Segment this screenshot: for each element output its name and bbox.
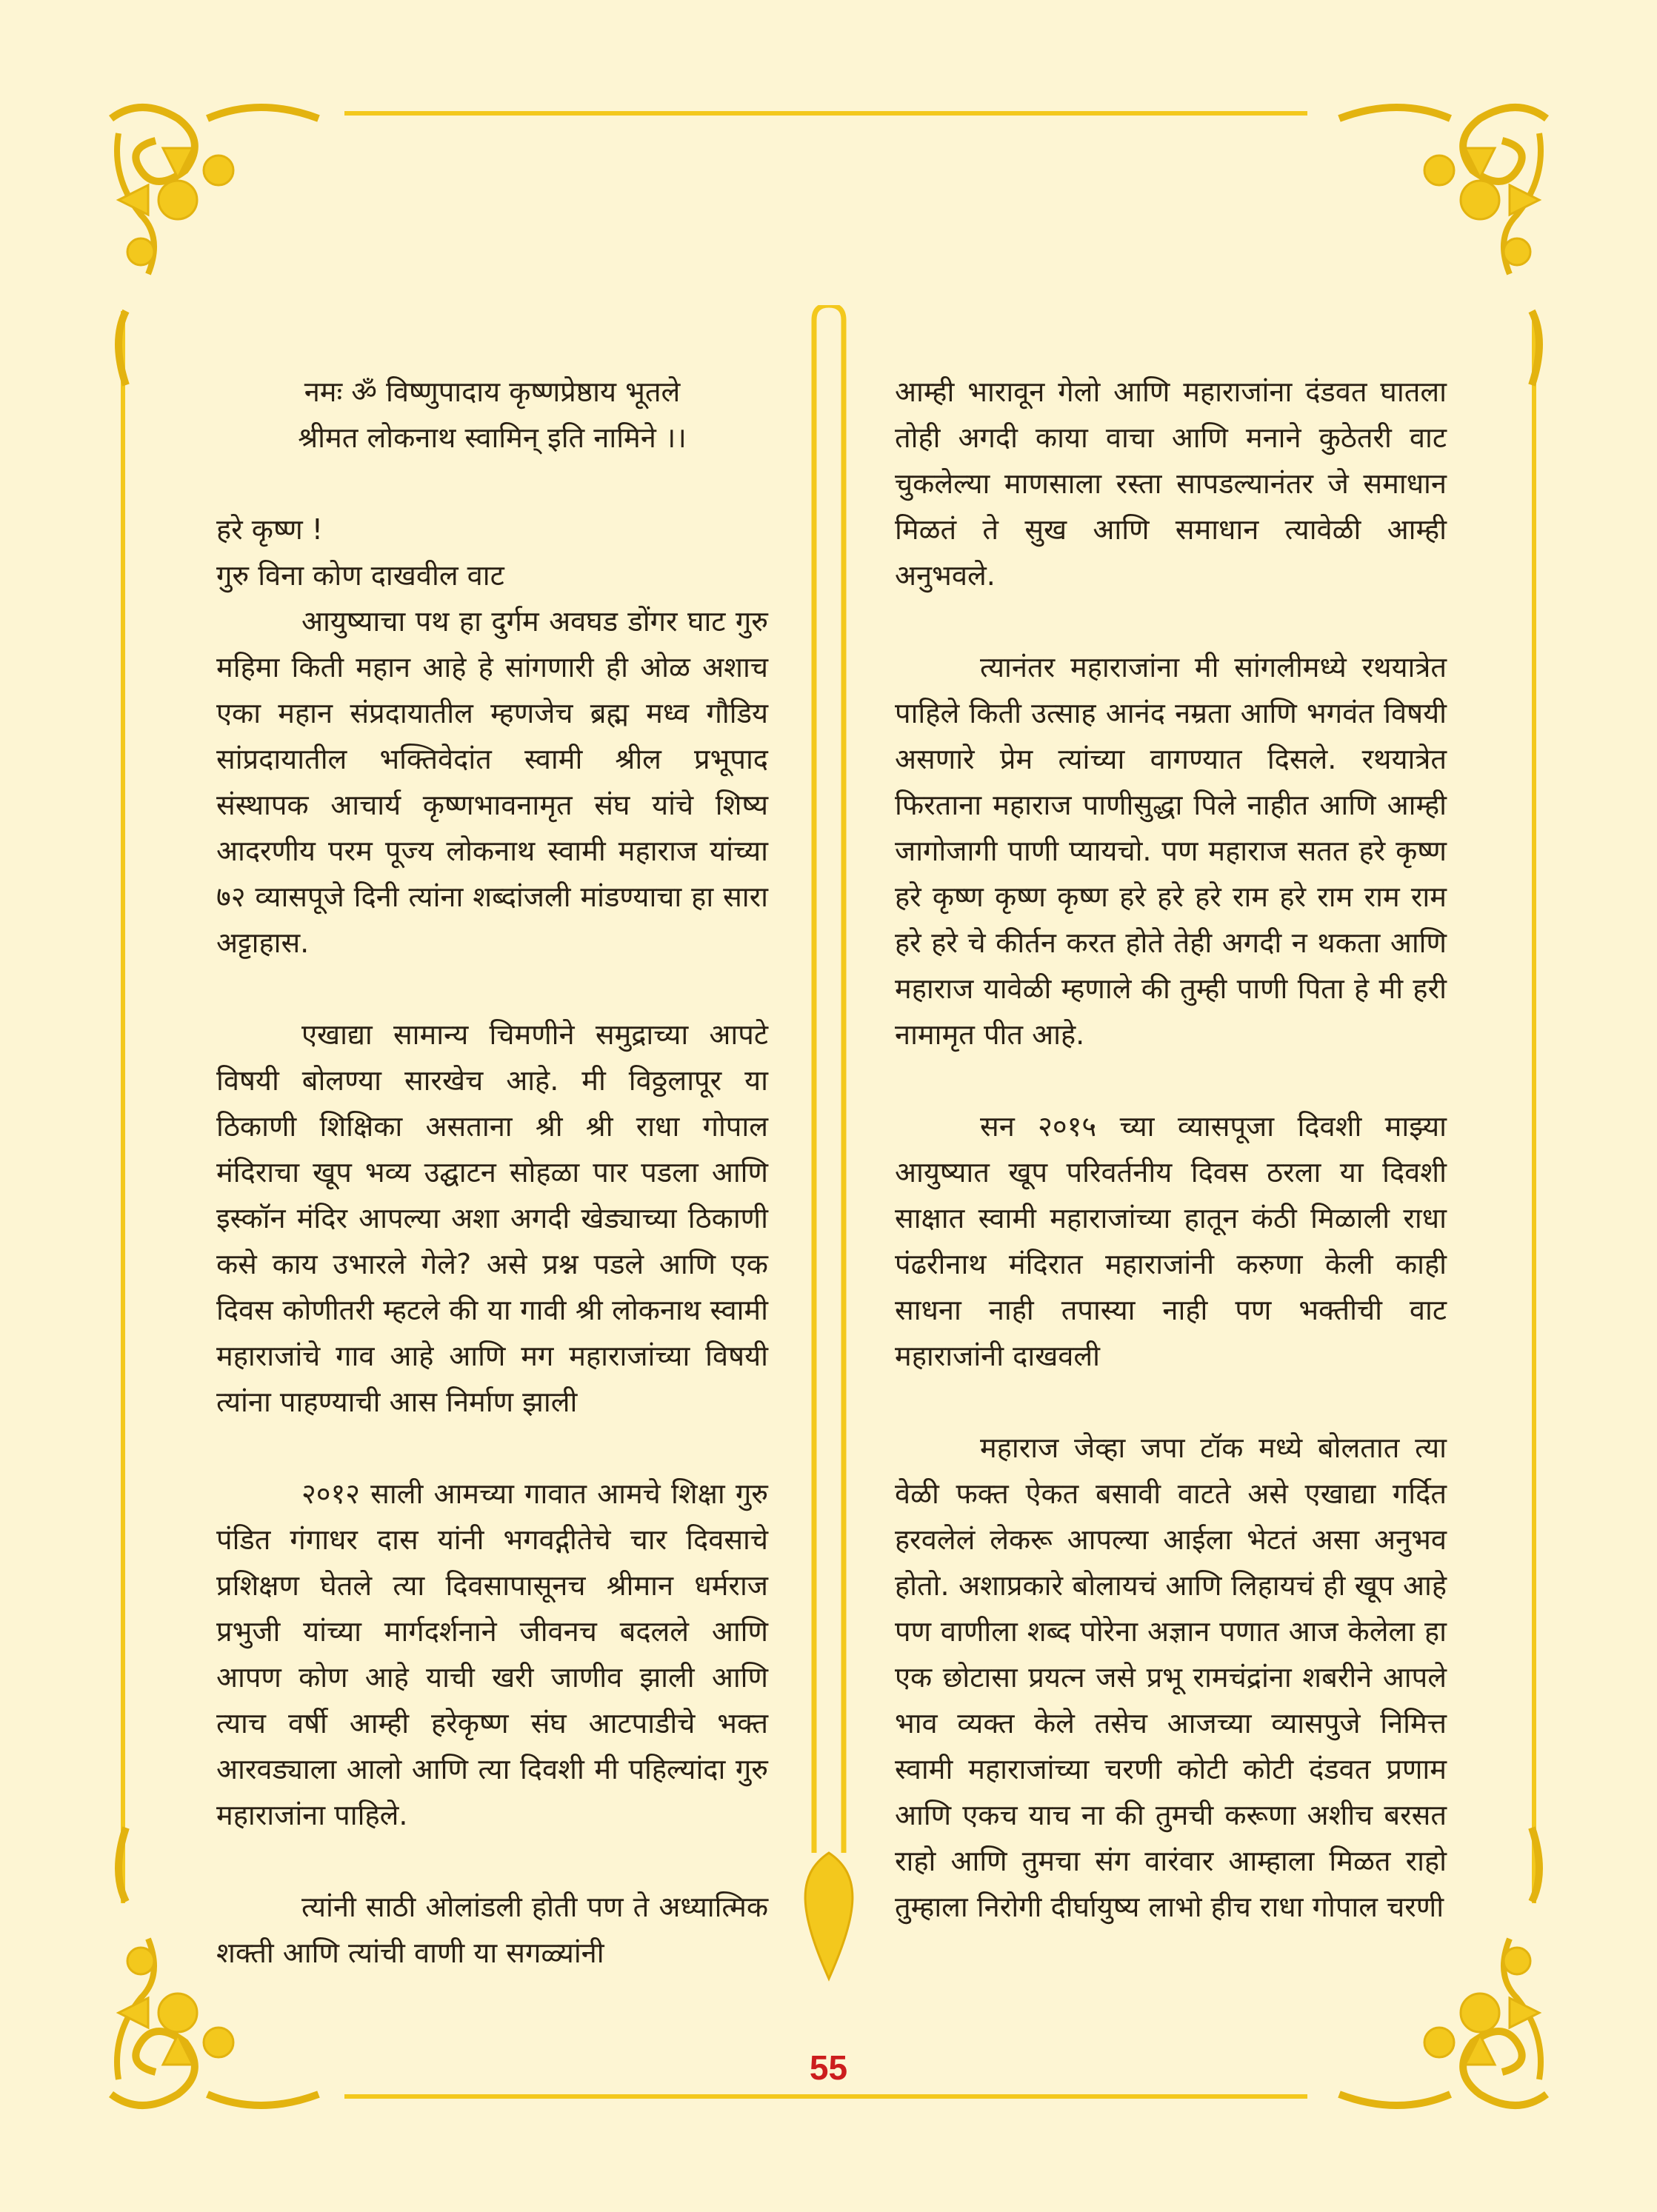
sloka-line-2: श्रीमत लोकनाथ स्वामिन् इति नामिने ।। [298, 421, 687, 454]
subtitle: गुरु विना कोण दाखवील वाट [216, 559, 504, 592]
corner-ornament-top-left [96, 89, 363, 400]
page-number: 55 [809, 2048, 848, 2087]
paragraph-right-1: आम्ही भारावून गेलो आणि महाराजांना दंडवत घातला तोही अगदी काया वाचा आणि मनाने कुठेतरी वाट चुकलेल्या माणसाला रस्ता सापडल्यानंतर जे समाधान मिळतं ते सुख आणि समाधान त्यावेळी आम्ही अनुभवले. [895, 375, 1447, 592]
sanskrit-sloka [216, 369, 768, 461]
frame-top-line [344, 111, 1307, 116]
paragraph-left-4: त्यांनी साठी ओलांडली होती पण ते अध्यात्मिक शक्ती आणि त्यांची वाणी या सगळ्यांनी [216, 1891, 768, 1969]
paragraph-right-3: सन २०१५ च्या व्यासपूजा दिवशी माझ्या आयुष्यात खूप परिवर्तनीय दिवस ठरला या दिवशी साक्षात स्वामी महाराजांच्या हातून कंठी मिळाली राधा पंढरीनाथ मंदिरात महाराजांनी करुणा केली काही साधना नाही तपास्या नाही पण भक्तीची वाट महाराजांनी दाखवली [895, 1110, 1447, 1372]
center-column-divider [796, 305, 862, 1986]
frame-right-line [1532, 311, 1536, 1903]
sloka-line-1: नमः ॐ विष्णुपादाय कृष्णप्रेष्ठाय भूतले [304, 375, 681, 408]
left-column [216, 369, 768, 1976]
frame-left-line [121, 311, 125, 1903]
right-column [895, 369, 1447, 1930]
corner-ornament-top-right [1295, 89, 1561, 400]
paragraph-left-1: आयुष्याचा पथ हा दुर्गम अवघड डोंगर घाट गुरु महिमा किती महान आहे हे सांगणारी ही ओळ अशाच एका महान संप्रदायातील म्हणजेच ब्रह्म मध्व गौडिय सांप्रदायातील भक्तिवेदांत स्वामी श्रील प्रभूपाद संस्थापक आचार्य कृष्णभावनामृत संघ यांचे शिष्य आदरणीय परम पूज्य लोकनाथ स्वामी महाराज यांच्या ७२ व्यासपूजे दिनी त्यांना शब्दांजली मांडण्याचा हा सारा अट्टाहास. [216, 605, 768, 959]
paragraph-left-3: २०१२ साली आमच्या गावात आमचे शिक्षा गुरु पंडित गंगाधर दास यांनी भगवद्गीतेचे चार दिवसाचे प्रशिक्षण घेतले त्या दिवसापासूनच श्रीमान धर्मराज प्रभुजी यांच्या मार्गदर्शनाने जीवनच बदलले आणि आपण कोण आहे याची खरी जाणीव झाली आणि त्याच वर्षी आम्ही हरेकृष्ण संघ आटपाडीचे भक्त आरवड्याला आलो आणि त्या दिवशी मी पहिल्यांदा गुरु महाराजांना पाहिले. [216, 1477, 768, 1831]
frame-bottom-line [344, 2094, 1307, 2099]
greeting: हरे कृष्ण ! [216, 513, 324, 546]
paragraph-right-4: महाराज जेव्हा जपा टॉक मध्ये बोलतात त्या वेळी फक्त ऐकत बसावी वाटते असे एखाद्या गर्दित हरवलेलं लेकरू आपल्या आईला भेटतं असा अनुभव होतो. अशाप्रकारे बोलायचं आणि लिहायचं ही खूप आहे पण वाणीला शब्द पोरेना अज्ञान पणात आज केलेला हा एक छोटासा प्रयत्न जसे प्रभू रामचंद्रांना शबरीने आपले भाव व्यक्त केले तसेच आजच्या व्यासपुजे निमित्त स्वामी महाराजांच्या चरणी कोटी कोटी दंडवत प्रणाम आणि एकच याच ना की तुमची करूणा अशीच बरसत राहो आणि तुमचा संग वारंवार आम्हाला मिळत राहो तुम्हाला निरोगी दीर्घायुष्य लाभो हीच राधा गोपाल चरणी [895, 1431, 1447, 1923]
paragraph-left-2: एखाद्या सामान्य चिमणीने समुद्राच्या आपटे विषयी बोलण्या सारखेच आहे. मी विठ्ठलापूर या ठिकाणी शिक्षिका असताना श्री श्री राधा गोपाल मंदिराचा खूप भव्य उद्घाटन सोहळा पार पडला आणि इस्कॉन मंदिर आपल्या अशा अगदी खेड्याच्या ठिकाणी कसे काय उभारले गेले? असे प्रश्न पडले आणि एक दिवस कोणीतरी म्हटले की या गावी श्री लोकनाथ स्वामी महाराजांचे गाव आहे आणि मग महाराजांच्या विषयी त्यांना पाहण्याची आस निर्माण झाली [216, 1018, 768, 1418]
paragraph-right-2: त्यानंतर महाराजांना मी सांगलीमध्ये रथयात्रेत पाहिले किती उत्साह आनंद नम्रता आणि भगवंत विषयी असणारे प्रेम त्यांच्या वागण्यात दिसले. रथयात्रेत फिरताना महाराज पाणीसुद्धा पिले नाहीत आणि आम्ही जागोजागी पाणी प्यायचो. पण महाराज सतत हरे कृष्ण हरे कृष्ण कृष्ण कृष्ण हरे हरे हरे राम हरे राम राम राम हरे हरे चे कीर्तन करत होते तेही अगदी न थकता आणि महाराज यावेळी म्हणाले की तुम्ही पाणी पिता हे मी हरी नामामृत पीत आहे. [895, 651, 1447, 1051]
